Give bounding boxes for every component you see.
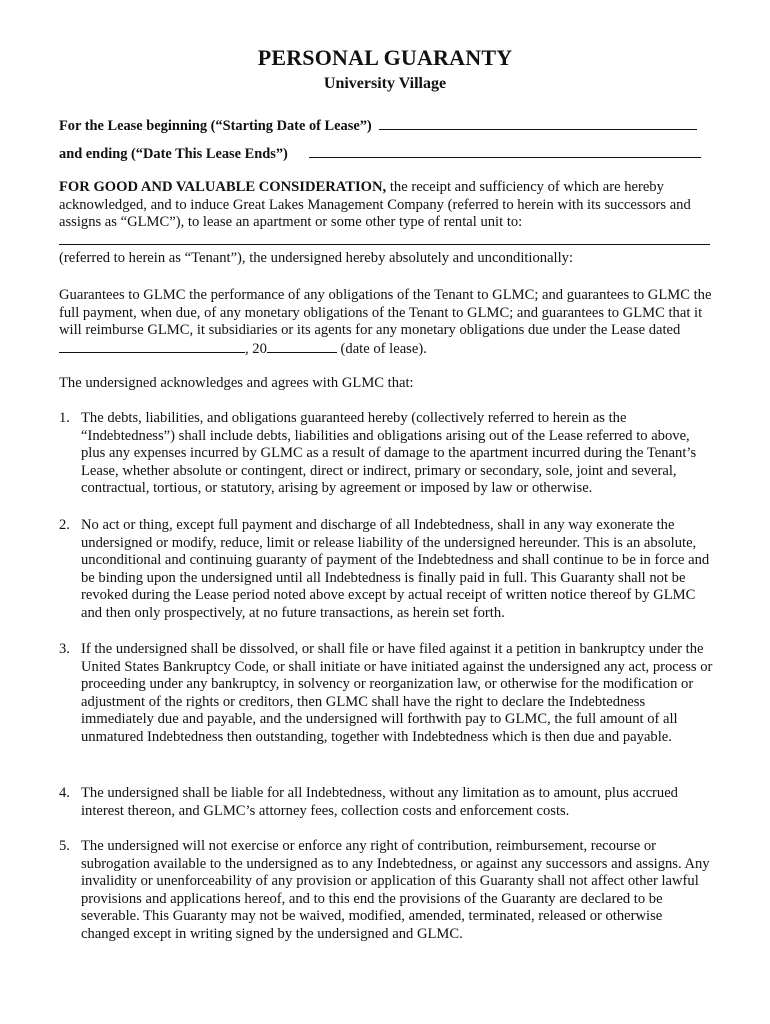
clause-3 [59,641,714,747]
lease-dated-prefix: the Lease dated [589,322,681,339]
acknowledges-paragraph [59,375,714,393]
lease-end-row [59,145,714,164]
lease-start-label: For the Lease beginning (“Starting Date of Lease”) [59,118,372,134]
lease-dated-suffix: (date of lease). [336,340,427,357]
tenant-line: (referred to herein as “Tenant”), the undersigned hereby absolutely and unconditionally: [59,250,574,266]
lease-dated-field[interactable] [59,340,245,353]
lease-start-row [59,117,714,136]
tenant-paragraph [59,250,714,268]
clause-text: The undersigned will not exercise or enforce any right of contribution, reimbursement, recourse or subrogation available to the undersigned as to any Indebtedness, or against any successors and assigns. Any invalidity or unenforceability of any provision or application of this Guaranty shall not affect other lawful provisions and applications hereof, and to this end the provisions of the Guaranty are declared to be severable. This Guaranty may not be waived, modified, amended, terminated, released or otherwise changed except in writing signed by the undersigned and GLMC. [81,838,710,942]
clause-text: No act or thing, except full payment and discharge of all Indebtedness, shall in any way exonerate the undersigned or modify, reduce, limit or release liability of the undersigned hereunder. This is an absolute, unconditional and continuing guaranty of payment of the Indebtedness and shall continue to be in force and be binding upon the undersigned until all Indebtedness is finally paid in full. This Guaranty shall not be revoked during the Lease period noted above except by actual receipt of written notice thereof by GLMC and then only prospectively, at no future transactions, as herein set forth. [81,517,710,621]
lease-start-date-field[interactable] [379,117,697,130]
clause-5 [59,838,714,944]
consideration-paragraph [59,179,714,232]
clause-number: 1. [59,410,70,426]
clause-number: 5. [59,838,70,854]
guarantees-text: Guarantees to GLMC the performance of any obligations of the Tenant to GLMC; and guarantees to GLMC the full payment, when due, of any monetary obligations of the Tenant to GLMC; and guarantees to GLMC that it will reimburse GLMC, it subsidiaries or its agents for any monetary obligations due under [59,287,712,339]
clause-number: 4. [59,785,70,801]
consideration-text: the receipt and sufficiency of which are hereby acknowledged, and to induce Great Lakes Management Company (referred to herein with its successors and assigns as “GLMC”), to lease an apartment or some other type of rental unit to: [59,179,691,231]
clause-text: The undersigned shall be liable for all Indebtedness, without any limitation as to amount, plus accrued interest thereon, and GLMC’s attorney fees, collection costs and enforcement costs. [81,785,678,819]
clause-text: The debts, liabilities, and obligations guaranteed hereby (collectively referred to herein as the “Indebtedness”) shall include debts, liabilities and obligations arising out of the Lease referred to above, plus any expenses incurred by GLMC as a result of damage to the apartment incurred during the Tenant’s Lease, whether absolute or contingent, direct or indirect, primary or secondary, sole, joint and several, contractual, tortious, or statutory, arising by agreement or imposed by law or otherwise. [81,410,697,497]
consideration-lead: FOR GOOD AND VALUABLE CONSIDERATION, [59,179,387,195]
lease-dated-year: , 20 [245,340,267,357]
clause-1 [59,410,714,498]
clause-2 [59,517,714,623]
clause-text: If the undersigned shall be dissolved, or shall file or have filed against it a petition in bankruptcy under the United States Bankruptcy Code, or shall initiate or have initiated against the undersigned any act, process or proceeding under any bankruptcy, in solvency or reorganization law, or otherwise for the modification or adjustment of the rights or creditors, then GLMC shall have the right to declare the Indebtedness immediately due and payable, and the undersigned will forthwith pay to GLMC, the full amount of all unmatured Indebtedness then outstanding, together with Indebtedness which is then due and payable. [81,641,713,745]
clause-4 [59,785,714,820]
lease-year-field[interactable] [267,340,337,353]
guarantees-paragraph [59,287,714,358]
acknowledges-text: The undersigned acknowledges and agrees with GLMC that: [59,375,414,391]
document-title: PERSONAL GUARANTY [257,45,513,70]
document-subtitle: University Village [323,75,447,92]
tenant-name-field[interactable] [59,244,710,245]
clause-number: 2. [59,517,70,533]
clause-number: 3. [59,641,70,657]
lease-end-date-field[interactable] [309,145,701,158]
lease-end-label: and ending (“Date This Lease Ends”) [59,146,288,162]
